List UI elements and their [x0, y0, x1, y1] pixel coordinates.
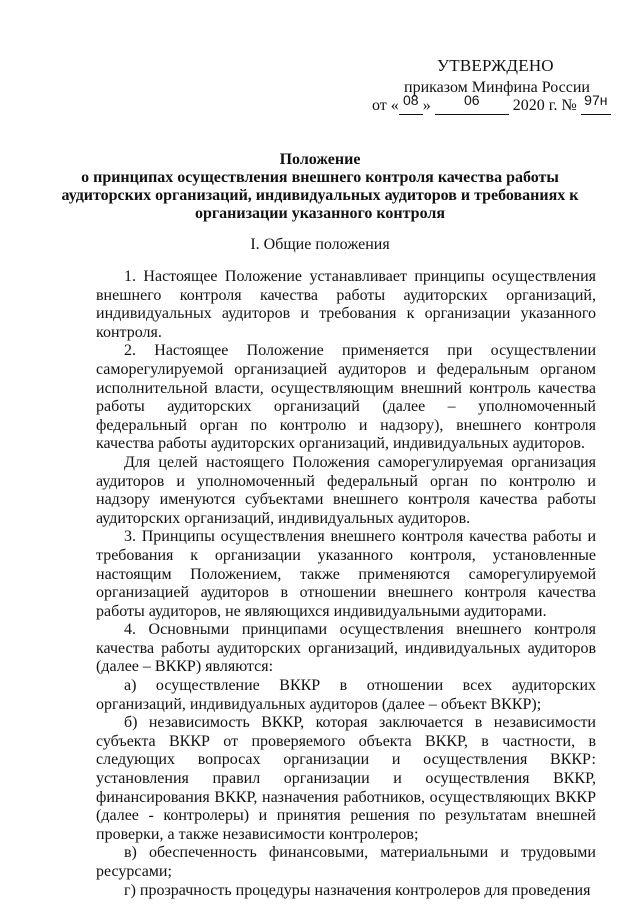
- date-mid: »: [422, 97, 431, 114]
- list-item-c: в) обеспеченность финансовыми, материальными и трудовыми ресурсами;: [96, 844, 596, 880]
- paragraph-4: 4. Основными принципами осуществления внешнего контроля качества работы аудиторских организаций, индивидуальных аудиторов (далее – ВККР) являются:: [96, 621, 596, 676]
- doc-subtitle-line-1: о принципах осуществления внешнего контроля качества работы: [81, 169, 559, 186]
- day-field: [399, 92, 423, 115]
- list-item-d: г) прозрачность процедуры назначения контролеров для проведения: [124, 881, 591, 899]
- paragraph-2-note: Для целей настоящего Положения саморегулируемая организация аудиторов и уполномоченный федеральный орган по контролю и надзору именуются субъектами внешнего контроля качества работы аудиторских организаций, индивидуальных аудиторов.: [96, 453, 596, 527]
- list-item-b: б) независимость ВККР, которая заключается в независимости субъекта ВККР от проверяемого объекта ВККР, в частности, в следующих вопросах организации и осуществления ВККР: установления правил организации и осуществления ВККР, финансирования ВККР, назначения работников, осуществляющих ВККР (далее - контролеры) и принятия решения по результатам внешней проверки, а также независимости контролеров;: [96, 714, 596, 843]
- approval-title: УТВЕРЖДЕНО: [437, 56, 554, 75]
- month-value: 06: [463, 92, 480, 108]
- doc-subtitle-line-2: аудиторских организаций, индивидуальных аудиторов и требованиях к: [61, 187, 579, 204]
- document-body: [96, 268, 596, 900]
- approval-order: приказом Минфина России: [404, 79, 590, 96]
- section-title: I. Общие положения: [250, 236, 390, 253]
- paragraph-3: 3. Принципы осуществления внешнего контроля качества работы и требования к организации указанного контроля, установленные настоящим Положением, также применяются саморегулируемой организацией аудиторов в отношении внешнего контроля качества работы аудиторов, не являющихся индивидуальными аудиторами.: [96, 528, 596, 620]
- doc-title: Положение: [279, 151, 361, 168]
- month-field: [435, 92, 509, 115]
- paragraph-1: 1. Настоящее Положение устанавливает принципы осуществления внешнего контроля качества работы аудиторских организаций, индивидуальных аудиторов и требования к организации указанного контроля.: [96, 268, 596, 341]
- paragraph-2: 2. Настоящее Положение применяется при осуществлении саморегулируемой организацией аудиторов и федеральным органом исполнительной власти, осуществляющим внешний контроль качества работы аудиторских организаций (далее – уполномоченный федеральный орган по контролю и надзору), внешнего контроля качества работы аудиторских организаций, индивидуальных аудиторов.: [96, 342, 596, 453]
- day-value: 08: [402, 92, 419, 108]
- year-value: 2020 г.: [512, 97, 558, 114]
- number-label: №: [561, 97, 577, 114]
- doc-subtitle-line-3: организации указанного контроля: [195, 205, 445, 222]
- list-item-a: а) осуществление ВККР в отношении всех аудиторских организаций, индивидуальных аудиторов (далее – объект ВККР);: [96, 677, 596, 713]
- date-prefix: от «: [372, 97, 399, 114]
- number-value: 97н: [584, 92, 608, 108]
- approval-date-line: [372, 92, 611, 115]
- number-field: [581, 92, 611, 115]
